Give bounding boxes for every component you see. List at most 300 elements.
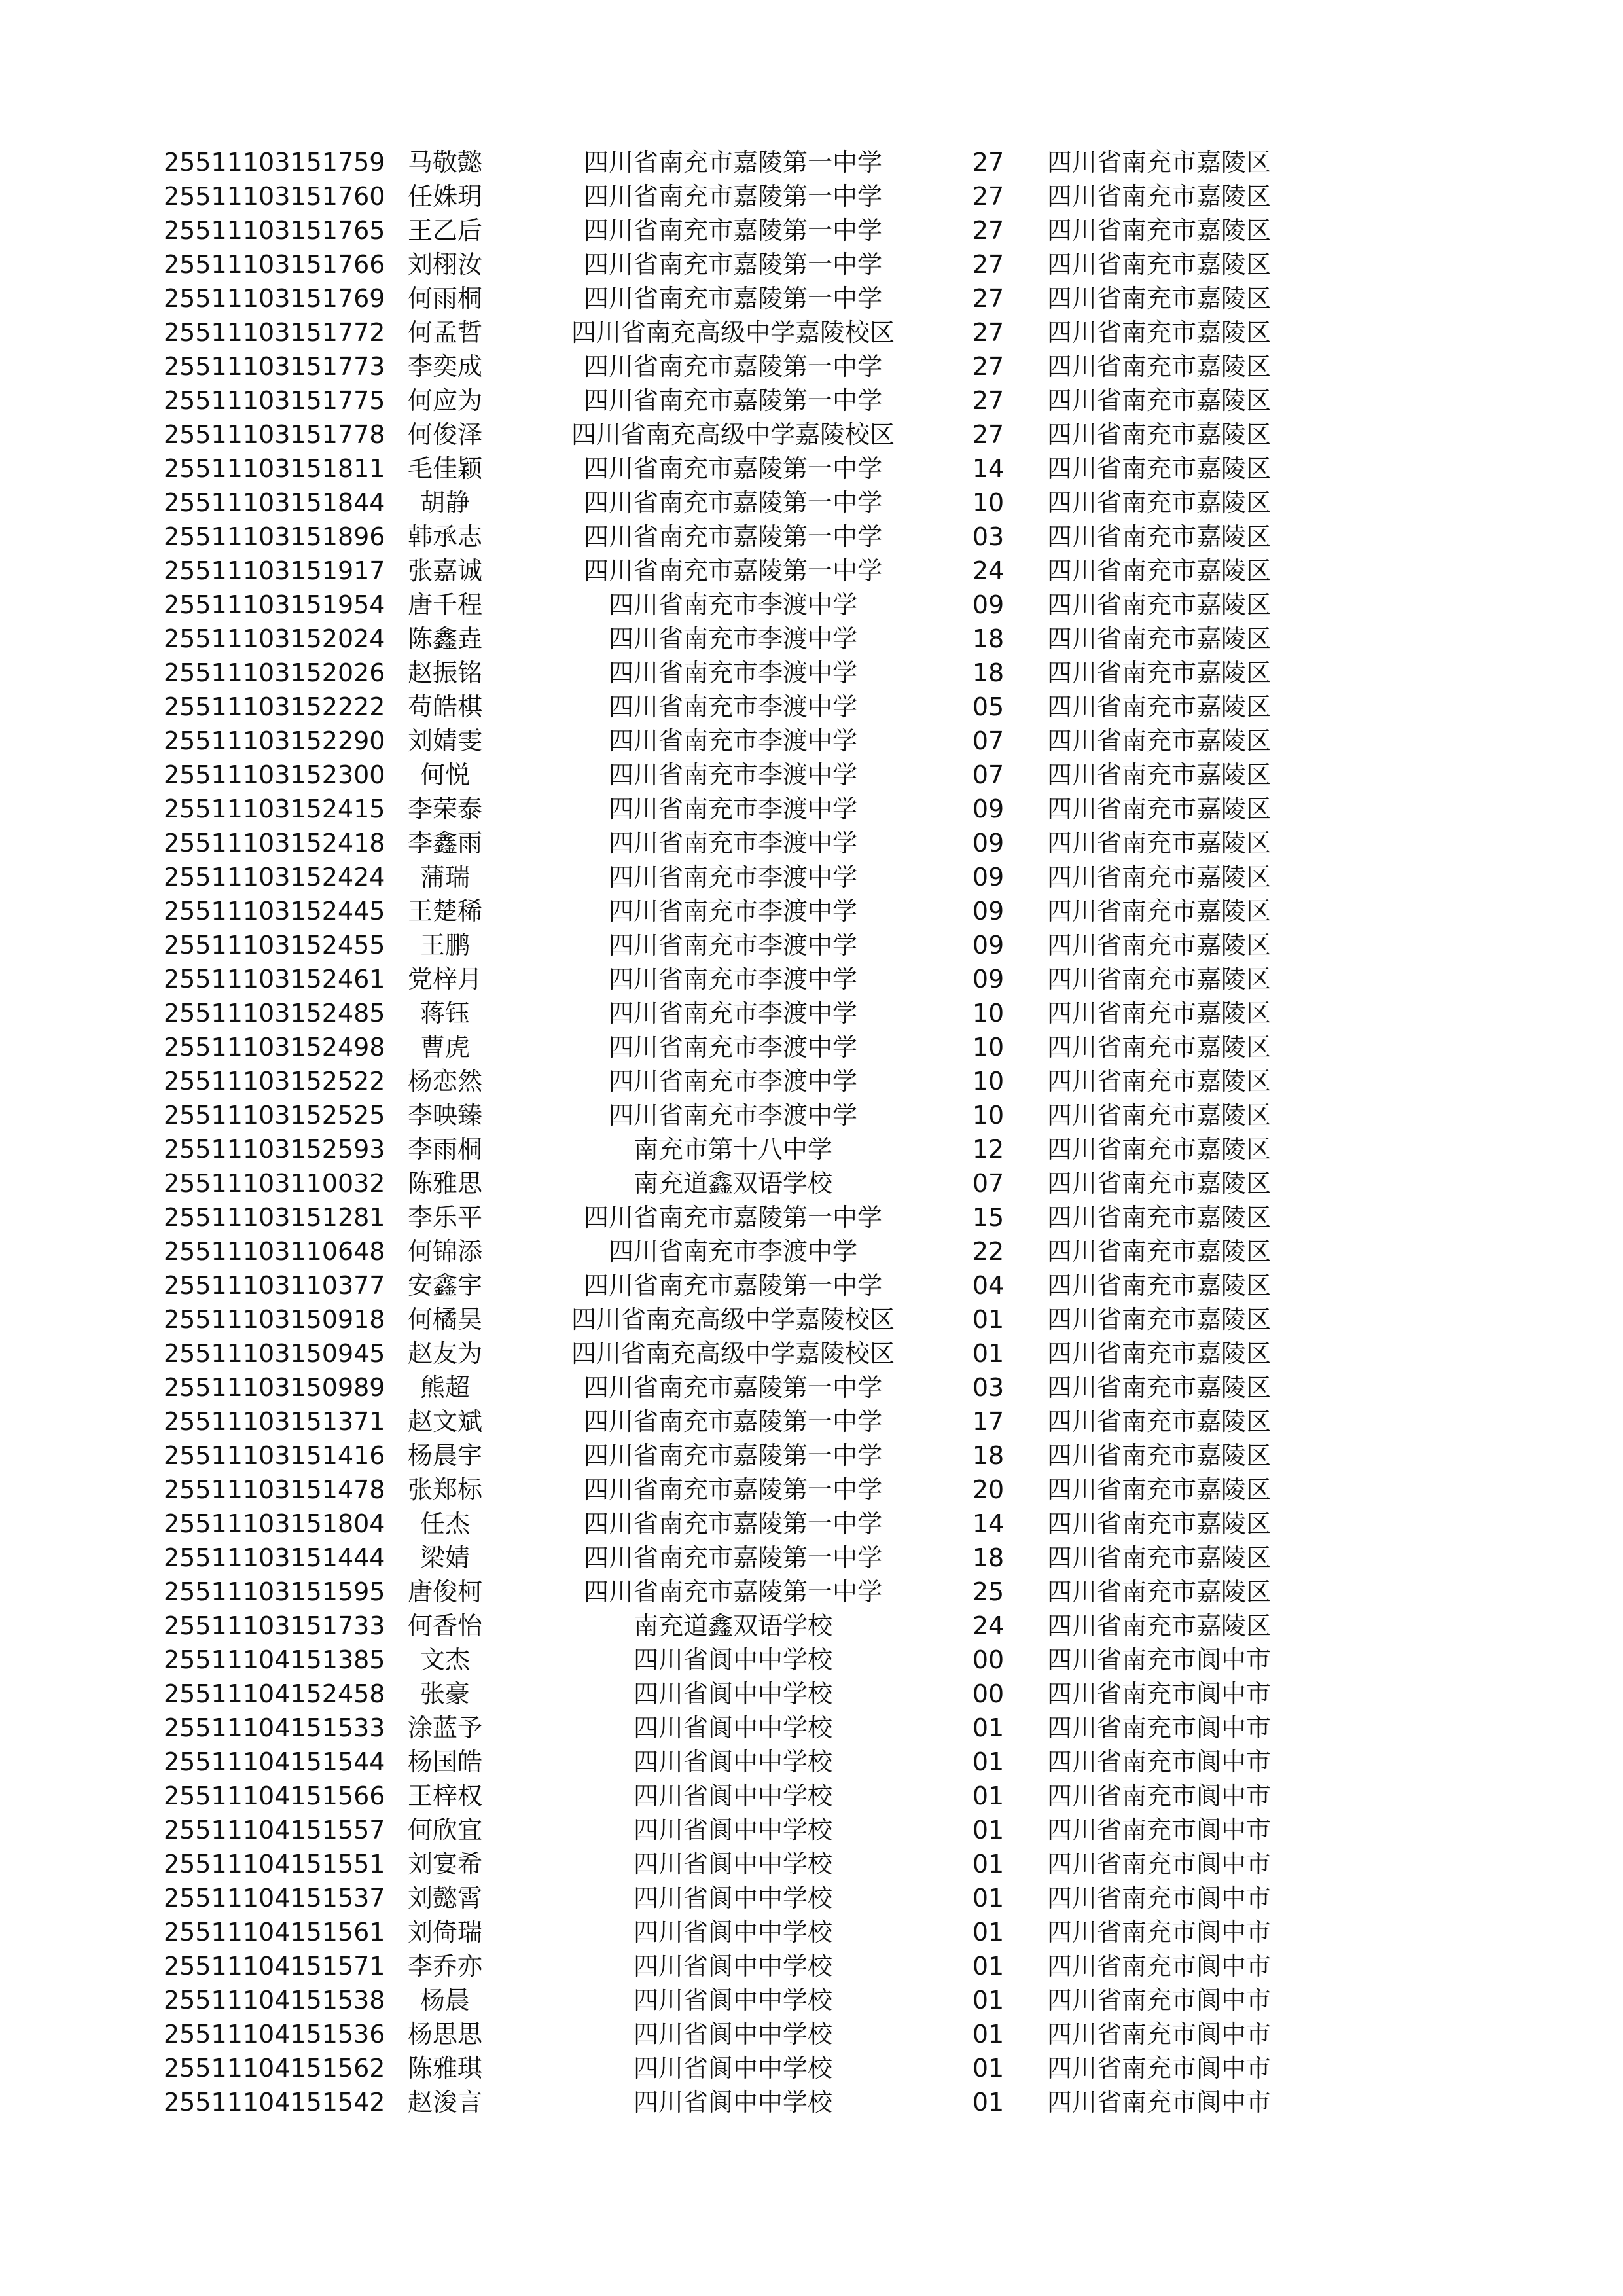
table-row xyxy=(164,1507,1315,1541)
class-code-cell: 27 xyxy=(972,216,1005,245)
table-row xyxy=(164,145,1315,179)
region-cell: 四川省南充市嘉陵区 xyxy=(1047,1169,1272,1198)
table-row xyxy=(164,1405,1315,1439)
school-name-cell: 四川省南充市嘉陵第一中学 xyxy=(583,386,882,415)
table-row xyxy=(164,1132,1315,1166)
student-name-cell: 何香怡 xyxy=(407,1611,482,1640)
table-row xyxy=(164,588,1315,622)
exam-number-cell: 25511103152485 xyxy=(164,999,385,1028)
student-name-cell: 李雨桐 xyxy=(407,1135,482,1164)
student-name-cell: 赵友为 xyxy=(407,1339,482,1368)
region-cell: 四川省南充市嘉陵区 xyxy=(1047,1135,1272,1164)
student-name-cell: 何俊泽 xyxy=(407,420,482,449)
class-code-cell: 27 xyxy=(972,318,1005,347)
school-name-cell: 四川省南充市嘉陵第一中学 xyxy=(583,1203,882,1232)
class-code-cell: 09 xyxy=(972,590,1005,619)
table-row xyxy=(164,758,1315,792)
class-code-cell: 07 xyxy=(972,761,1005,789)
school-name-cell: 四川省南充市嘉陵第一中学 xyxy=(583,454,882,483)
class-code-cell: 27 xyxy=(972,182,1005,211)
table-row xyxy=(164,1064,1315,1098)
table-row xyxy=(164,962,1315,996)
student-name-cell: 王乙后 xyxy=(407,216,482,245)
school-name-cell: 四川省南充市嘉陵第一中学 xyxy=(583,488,882,517)
class-code-cell: 03 xyxy=(972,522,1005,551)
exam-number-cell: 25511103151954 xyxy=(164,590,385,619)
table-row xyxy=(164,1643,1315,1677)
school-name-cell: 南充市第十八中学 xyxy=(633,1135,832,1164)
class-code-cell: 12 xyxy=(972,1135,1005,1164)
region-cell: 四川省南充市嘉陵区 xyxy=(1047,829,1272,857)
school-name-cell: 南充道鑫双语学校 xyxy=(633,1611,832,1640)
region-cell: 四川省南充市嘉陵区 xyxy=(1047,420,1272,449)
exam-number-cell: 25511103152290 xyxy=(164,726,385,755)
school-name-cell: 四川省南充市李渡中学 xyxy=(608,863,857,891)
student-name-cell: 杨晨宇 xyxy=(407,1441,482,1470)
exam-number-cell: 25511103151811 xyxy=(164,454,385,483)
exam-number-cell: 25511103152455 xyxy=(164,931,385,960)
student-name-cell: 唐千程 xyxy=(407,590,482,619)
region-cell: 四川省南充市阆中市 xyxy=(1047,1850,1272,1878)
class-code-cell: 27 xyxy=(972,148,1005,177)
region-cell: 四川省南充市嘉陵区 xyxy=(1047,148,1272,177)
region-cell: 四川省南充市嘉陵区 xyxy=(1047,795,1272,823)
exam-number-cell: 25511103151759 xyxy=(164,148,385,177)
exam-number-cell: 25511104151544 xyxy=(164,1748,385,1776)
exam-number-cell: 25511104151537 xyxy=(164,1884,385,1912)
table-row xyxy=(164,1779,1315,1813)
exam-number-cell: 25511103110377 xyxy=(164,1271,385,1300)
class-code-cell: 18 xyxy=(972,624,1005,653)
student-name-cell: 蒲瑞 xyxy=(419,863,470,891)
student-name-cell: 陈鑫垚 xyxy=(407,624,482,653)
region-cell: 四川省南充市嘉陵区 xyxy=(1047,999,1272,1028)
class-code-cell: 14 xyxy=(972,454,1005,483)
table-row xyxy=(164,418,1315,452)
student-name-cell: 王鹏 xyxy=(419,931,470,960)
region-cell: 四川省南充市嘉陵区 xyxy=(1047,216,1272,245)
table-row xyxy=(164,928,1315,962)
region-cell: 四川省南充市嘉陵区 xyxy=(1047,454,1272,483)
class-code-cell: 01 xyxy=(972,1305,1005,1334)
student-name-cell: 张嘉诚 xyxy=(407,556,482,585)
table-row xyxy=(164,2017,1315,2051)
school-name-cell: 四川省阆中中学校 xyxy=(633,1986,832,2015)
student-name-cell: 陈雅思 xyxy=(407,1169,482,1198)
table-row xyxy=(164,1847,1315,1881)
region-cell: 四川省南充市嘉陵区 xyxy=(1047,1373,1272,1402)
class-code-cell: 25 xyxy=(972,1577,1005,1606)
exam-number-cell: 25511104151536 xyxy=(164,2020,385,2049)
class-code-cell: 00 xyxy=(972,1679,1005,1708)
exam-number-cell: 25511103151804 xyxy=(164,1509,385,1538)
class-code-cell: 01 xyxy=(972,1952,1005,1981)
region-cell: 四川省南充市嘉陵区 xyxy=(1047,318,1272,347)
table-row xyxy=(164,1302,1315,1336)
table-row xyxy=(164,622,1315,656)
table-row xyxy=(164,1575,1315,1609)
student-name-cell: 李乐平 xyxy=(407,1203,482,1232)
student-name-cell: 刘懿霄 xyxy=(407,1884,482,1912)
class-code-cell: 04 xyxy=(972,1271,1005,1300)
table-row xyxy=(164,690,1315,724)
student-name-cell: 刘倚瑞 xyxy=(407,1918,482,1946)
school-name-cell: 四川省南充市嘉陵第一中学 xyxy=(583,556,882,585)
school-name-cell: 四川省南充市李渡中学 xyxy=(608,829,857,857)
class-code-cell: 18 xyxy=(972,1543,1005,1572)
region-cell: 四川省南充市嘉陵区 xyxy=(1047,658,1272,687)
school-name-cell: 四川省南充市嘉陵第一中学 xyxy=(583,1543,882,1572)
school-name-cell: 四川省阆中中学校 xyxy=(633,1884,832,1912)
class-code-cell: 01 xyxy=(972,1713,1005,1742)
school-name-cell: 四川省阆中中学校 xyxy=(633,1748,832,1776)
school-name-cell: 四川省南充市李渡中学 xyxy=(608,726,857,755)
region-cell: 四川省南充市阆中市 xyxy=(1047,1782,1272,1810)
exam-number-cell: 25511103152445 xyxy=(164,897,385,925)
table-row xyxy=(164,1166,1315,1200)
region-cell: 四川省南充市嘉陵区 xyxy=(1047,182,1272,211)
region-cell: 四川省南充市嘉陵区 xyxy=(1047,1441,1272,1470)
exam-number-cell: 25511103151844 xyxy=(164,488,385,517)
region-cell: 四川省南充市嘉陵区 xyxy=(1047,284,1272,313)
class-code-cell: 10 xyxy=(972,1067,1005,1096)
table-row xyxy=(164,384,1315,418)
school-name-cell: 四川省南充市李渡中学 xyxy=(608,965,857,994)
exam-number-cell: 25511104151551 xyxy=(164,1850,385,1878)
student-name-cell: 杨晨 xyxy=(419,1986,470,2015)
class-code-cell: 09 xyxy=(972,931,1005,960)
school-name-cell: 四川省南充市李渡中学 xyxy=(608,1101,857,1130)
table-row xyxy=(164,315,1315,350)
exam-number-cell: 25511103151917 xyxy=(164,556,385,585)
exam-number-cell: 25511103152522 xyxy=(164,1067,385,1096)
table-row xyxy=(164,826,1315,860)
region-cell: 四川省南充市嘉陵区 xyxy=(1047,726,1272,755)
student-name-cell: 李鑫雨 xyxy=(407,829,482,857)
region-cell: 四川省南充市嘉陵区 xyxy=(1047,692,1272,721)
exam-number-cell: 25511103150945 xyxy=(164,1339,385,1368)
student-name-cell: 赵浚言 xyxy=(407,2088,482,2117)
school-name-cell: 四川省阆中中学校 xyxy=(633,1679,832,1708)
table-row xyxy=(164,1439,1315,1473)
table-row xyxy=(164,1745,1315,1779)
class-code-cell: 03 xyxy=(972,1373,1005,1402)
table-row xyxy=(164,213,1315,247)
region-cell: 四川省南充市嘉陵区 xyxy=(1047,386,1272,415)
exam-number-cell: 25511103151760 xyxy=(164,182,385,211)
student-name-cell: 李乔亦 xyxy=(407,1952,482,1981)
student-name-cell: 韩承志 xyxy=(407,522,482,551)
table-row xyxy=(164,1030,1315,1064)
school-name-cell: 四川省阆中中学校 xyxy=(633,1918,832,1946)
student-name-cell: 何悦 xyxy=(419,761,470,789)
table-row xyxy=(164,281,1315,315)
region-cell: 四川省南充市嘉陵区 xyxy=(1047,1611,1272,1640)
class-code-cell: 01 xyxy=(972,2088,1005,2117)
student-name-cell: 杨思思 xyxy=(407,2020,482,2049)
exam-number-cell: 25511103152418 xyxy=(164,829,385,857)
school-name-cell: 四川省南充市嘉陵第一中学 xyxy=(583,1441,882,1470)
student-name-cell: 涂蓝予 xyxy=(407,1713,482,1742)
student-name-cell: 何欣宜 xyxy=(407,1816,482,1844)
region-cell: 四川省南充市阆中市 xyxy=(1047,1713,1272,1742)
exam-number-cell: 25511103150918 xyxy=(164,1305,385,1334)
region-cell: 四川省南充市嘉陵区 xyxy=(1047,761,1272,789)
school-name-cell: 四川省南充市李渡中学 xyxy=(608,692,857,721)
table-row xyxy=(164,1541,1315,1575)
region-cell: 四川省南充市嘉陵区 xyxy=(1047,1509,1272,1538)
class-code-cell: 27 xyxy=(972,386,1005,415)
school-name-cell: 四川省阆中中学校 xyxy=(633,1713,832,1742)
school-name-cell: 四川省南充市李渡中学 xyxy=(608,761,857,789)
region-cell: 四川省南充市嘉陵区 xyxy=(1047,1067,1272,1096)
table-row xyxy=(164,1098,1315,1132)
table-row xyxy=(164,656,1315,690)
region-cell: 四川省南充市嘉陵区 xyxy=(1047,1237,1272,1266)
class-code-cell: 18 xyxy=(972,658,1005,687)
class-code-cell: 01 xyxy=(972,1850,1005,1878)
school-name-cell: 四川省南充市嘉陵第一中学 xyxy=(583,148,882,177)
region-cell: 四川省南充市嘉陵区 xyxy=(1047,352,1272,381)
student-name-cell: 何雨桐 xyxy=(407,284,482,313)
table-row xyxy=(164,1336,1315,1371)
class-code-cell: 22 xyxy=(972,1237,1005,1266)
student-name-cell: 何橘昊 xyxy=(407,1305,482,1334)
school-name-cell: 四川省阆中中学校 xyxy=(633,2020,832,2049)
school-name-cell: 四川省阆中中学校 xyxy=(633,2088,832,2117)
student-name-cell: 胡静 xyxy=(419,488,470,517)
exam-number-cell: 25511103151371 xyxy=(164,1407,385,1436)
class-code-cell: 01 xyxy=(972,1339,1005,1368)
school-name-cell: 四川省南充市李渡中学 xyxy=(608,590,857,619)
student-name-cell: 唐俊柯 xyxy=(407,1577,482,1606)
exam-number-cell: 25511104151557 xyxy=(164,1816,385,1844)
school-name-cell: 南充道鑫双语学校 xyxy=(633,1169,832,1198)
exam-number-cell: 25511103110648 xyxy=(164,1237,385,1266)
region-cell: 四川省南充市阆中市 xyxy=(1047,1748,1272,1776)
exam-number-cell: 25511104151533 xyxy=(164,1713,385,1742)
school-name-cell: 四川省南充高级中学嘉陵校区 xyxy=(571,1305,895,1334)
student-name-cell: 刘婧雯 xyxy=(407,726,482,755)
table-row xyxy=(164,1234,1315,1268)
table-row xyxy=(164,179,1315,213)
class-code-cell: 09 xyxy=(972,863,1005,891)
student-name-cell: 苟皓棋 xyxy=(407,692,482,721)
region-cell: 四川省南充市嘉陵区 xyxy=(1047,1543,1272,1572)
school-name-cell: 四川省阆中中学校 xyxy=(633,1645,832,1674)
class-code-cell: 07 xyxy=(972,1169,1005,1198)
school-name-cell: 四川省南充市嘉陵第一中学 xyxy=(583,1509,882,1538)
exam-number-cell: 25511103151765 xyxy=(164,216,385,245)
class-code-cell: 01 xyxy=(972,2054,1005,2083)
region-cell: 四川省南充市嘉陵区 xyxy=(1047,897,1272,925)
class-code-cell: 00 xyxy=(972,1645,1005,1674)
region-cell: 四川省南充市嘉陵区 xyxy=(1047,1271,1272,1300)
region-cell: 四川省南充市嘉陵区 xyxy=(1047,965,1272,994)
school-name-cell: 四川省南充市李渡中学 xyxy=(608,795,857,823)
exam-number-cell: 25511103152026 xyxy=(164,658,385,687)
student-name-cell: 张豪 xyxy=(419,1679,470,1708)
exam-number-cell: 25511103151766 xyxy=(164,250,385,279)
exam-number-cell: 25511103152024 xyxy=(164,624,385,653)
exam-number-cell: 25511103110032 xyxy=(164,1169,385,1198)
exam-number-cell: 25511103150989 xyxy=(164,1373,385,1402)
region-cell: 四川省南充市嘉陵区 xyxy=(1047,1033,1272,1062)
school-name-cell: 四川省南充市嘉陵第一中学 xyxy=(583,522,882,551)
exam-number-cell: 25511103152498 xyxy=(164,1033,385,1062)
school-name-cell: 四川省南充市嘉陵第一中学 xyxy=(583,1373,882,1402)
table-row xyxy=(164,1371,1315,1405)
student-name-cell: 安鑫宇 xyxy=(407,1271,482,1300)
table-row xyxy=(164,1813,1315,1847)
exam-number-cell: 25511103152300 xyxy=(164,761,385,789)
student-name-cell: 刘宴希 xyxy=(407,1850,482,1878)
class-code-cell: 09 xyxy=(972,897,1005,925)
region-cell: 四川省南充市嘉陵区 xyxy=(1047,488,1272,517)
class-code-cell: 20 xyxy=(972,1475,1005,1504)
class-code-cell: 01 xyxy=(972,1816,1005,1844)
exam-number-cell: 25511104151538 xyxy=(164,1986,385,2015)
region-cell: 四川省南充市阆中市 xyxy=(1047,2020,1272,2049)
table-row xyxy=(164,1200,1315,1234)
school-name-cell: 四川省南充市李渡中学 xyxy=(608,658,857,687)
table-row xyxy=(164,792,1315,826)
region-cell: 四川省南充市嘉陵区 xyxy=(1047,250,1272,279)
region-cell: 四川省南充市阆中市 xyxy=(1047,1645,1272,1674)
school-name-cell: 四川省南充市嘉陵第一中学 xyxy=(583,250,882,279)
exam-number-cell: 25511103152424 xyxy=(164,863,385,891)
region-cell: 四川省南充市嘉陵区 xyxy=(1047,590,1272,619)
school-name-cell: 四川省南充市嘉陵第一中学 xyxy=(583,1407,882,1436)
school-name-cell: 四川省南充市嘉陵第一中学 xyxy=(583,1577,882,1606)
exam-number-cell: 25511103151478 xyxy=(164,1475,385,1504)
class-code-cell: 07 xyxy=(972,726,1005,755)
student-name-cell: 赵振铭 xyxy=(407,658,482,687)
table-row xyxy=(164,1983,1315,2017)
school-name-cell: 四川省阆中中学校 xyxy=(633,2054,832,2083)
school-name-cell: 四川省南充市李渡中学 xyxy=(608,624,857,653)
class-code-cell: 24 xyxy=(972,556,1005,585)
region-cell: 四川省南充市阆中市 xyxy=(1047,1986,1272,2015)
region-cell: 四川省南充市嘉陵区 xyxy=(1047,1407,1272,1436)
region-cell: 四川省南充市嘉陵区 xyxy=(1047,863,1272,891)
student-name-cell: 任杰 xyxy=(419,1509,470,1538)
student-name-cell: 李荣泰 xyxy=(407,795,482,823)
exam-number-cell: 25511103151416 xyxy=(164,1441,385,1470)
school-name-cell: 四川省南充市嘉陵第一中学 xyxy=(583,1271,882,1300)
school-name-cell: 四川省南充市李渡中学 xyxy=(608,897,857,925)
class-code-cell: 09 xyxy=(972,829,1005,857)
region-cell: 四川省南充市嘉陵区 xyxy=(1047,1305,1272,1334)
student-name-cell: 杨恋然 xyxy=(407,1067,482,1096)
student-name-cell: 何应为 xyxy=(407,386,482,415)
class-code-cell: 24 xyxy=(972,1611,1005,1640)
exam-number-cell: 25511103152593 xyxy=(164,1135,385,1164)
exam-number-cell: 25511103151444 xyxy=(164,1543,385,1572)
student-name-cell: 何孟哲 xyxy=(407,318,482,347)
region-cell: 四川省南充市嘉陵区 xyxy=(1047,1339,1272,1368)
table-row xyxy=(164,1915,1315,1949)
table-row xyxy=(164,860,1315,894)
region-cell: 四川省南充市阆中市 xyxy=(1047,1918,1272,1946)
school-name-cell: 四川省阆中中学校 xyxy=(633,1850,832,1878)
table-row xyxy=(164,1609,1315,1643)
class-code-cell: 14 xyxy=(972,1509,1005,1538)
region-cell: 四川省南充市嘉陵区 xyxy=(1047,624,1272,653)
class-code-cell: 10 xyxy=(972,488,1005,517)
class-code-cell: 01 xyxy=(972,1748,1005,1776)
table-row xyxy=(164,247,1315,281)
student-name-cell: 陈雅琪 xyxy=(407,2054,482,2083)
table-row xyxy=(164,1473,1315,1507)
student-record-table xyxy=(164,145,1315,2119)
exam-number-cell: 25511104151562 xyxy=(164,2054,385,2083)
student-name-cell: 李奕成 xyxy=(407,352,482,381)
region-cell: 四川省南充市阆中市 xyxy=(1047,1816,1272,1844)
region-cell: 四川省南充市嘉陵区 xyxy=(1047,931,1272,960)
table-row xyxy=(164,1949,1315,1983)
school-name-cell: 四川省南充市嘉陵第一中学 xyxy=(583,284,882,313)
school-name-cell: 四川省南充高级中学嘉陵校区 xyxy=(571,420,895,449)
region-cell: 四川省南充市嘉陵区 xyxy=(1047,556,1272,585)
class-code-cell: 01 xyxy=(972,1884,1005,1912)
exam-number-cell: 25511103151775 xyxy=(164,386,385,415)
table-row xyxy=(164,894,1315,928)
student-name-cell: 任姝玥 xyxy=(407,182,482,211)
exam-number-cell: 25511104152458 xyxy=(164,1679,385,1708)
table-row xyxy=(164,520,1315,554)
class-code-cell: 27 xyxy=(972,352,1005,381)
school-name-cell: 四川省阆中中学校 xyxy=(633,1782,832,1810)
region-cell: 四川省南充市阆中市 xyxy=(1047,1884,1272,1912)
student-name-cell: 梁婧 xyxy=(419,1543,470,1572)
exam-number-cell: 25511104151571 xyxy=(164,1952,385,1981)
exam-number-cell: 25511103151595 xyxy=(164,1577,385,1606)
school-name-cell: 四川省南充市李渡中学 xyxy=(608,1237,857,1266)
student-name-cell: 马敬懿 xyxy=(407,148,482,177)
class-code-cell: 09 xyxy=(972,965,1005,994)
class-code-cell: 18 xyxy=(972,1441,1005,1470)
table-row xyxy=(164,2085,1315,2119)
school-name-cell: 四川省南充市李渡中学 xyxy=(608,1067,857,1096)
table-row xyxy=(164,350,1315,384)
table-row xyxy=(164,554,1315,588)
exam-number-cell: 25511103151733 xyxy=(164,1611,385,1640)
region-cell: 四川省南充市阆中市 xyxy=(1047,1952,1272,1981)
table-row xyxy=(164,1881,1315,1915)
school-name-cell: 四川省南充市嘉陵第一中学 xyxy=(583,1475,882,1504)
table-row xyxy=(164,486,1315,520)
class-code-cell: 27 xyxy=(972,420,1005,449)
student-name-cell: 王梓权 xyxy=(407,1782,482,1810)
table-row xyxy=(164,724,1315,758)
region-cell: 四川省南充市嘉陵区 xyxy=(1047,522,1272,551)
exam-number-cell: 25511103151769 xyxy=(164,284,385,313)
table-row xyxy=(164,1677,1315,1711)
class-code-cell: 10 xyxy=(972,1033,1005,1062)
school-name-cell: 四川省阆中中学校 xyxy=(633,1816,832,1844)
exam-number-cell: 25511103151773 xyxy=(164,352,385,381)
student-name-cell: 王楚稀 xyxy=(407,897,482,925)
student-name-cell: 刘栩汝 xyxy=(407,250,482,279)
class-code-cell: 27 xyxy=(972,284,1005,313)
table-row xyxy=(164,2051,1315,2085)
school-name-cell: 四川省南充市嘉陵第一中学 xyxy=(583,216,882,245)
class-code-cell: 09 xyxy=(972,795,1005,823)
school-name-cell: 四川省南充市李渡中学 xyxy=(608,999,857,1028)
exam-number-cell: 25511103151281 xyxy=(164,1203,385,1232)
region-cell: 四川省南充市阆中市 xyxy=(1047,1679,1272,1708)
